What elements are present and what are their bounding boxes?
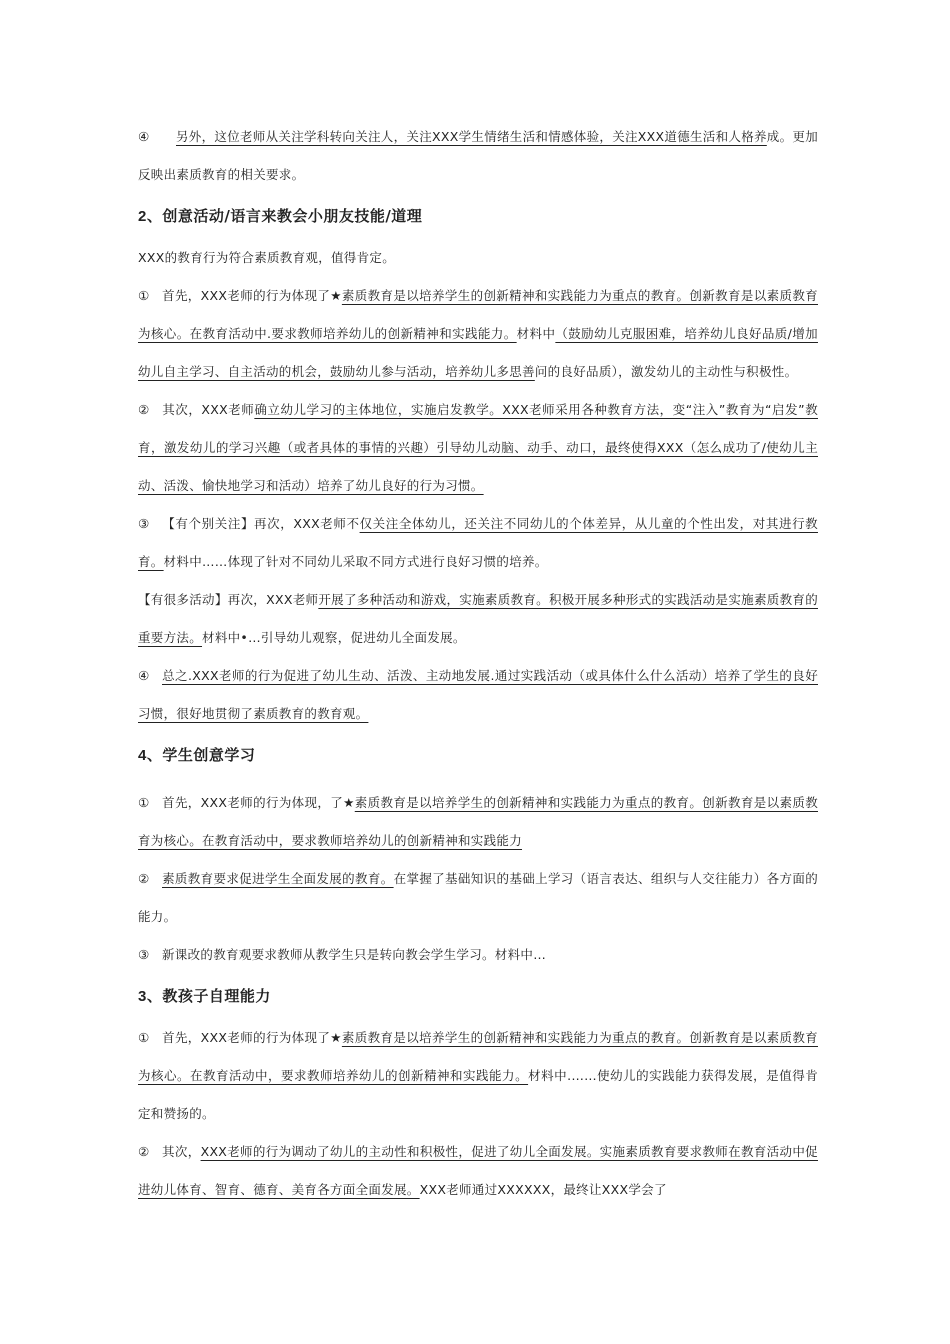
underlined-text: 素质教育是以培养学生的创新精神和实践能力为重点的教育。创新教育是以素质教育为核心。在教育活动中.要求教师培养幼儿的创新精神和实践能力。	[138, 288, 818, 341]
text: 首先，XXX老师的行为体现，了★	[162, 795, 355, 810]
section-2-item-1	[138, 277, 818, 391]
section-heading-4	[138, 733, 818, 778]
heading-number: 4	[138, 747, 147, 764]
text: 首先，XXX老师的行为体现了★	[162, 288, 342, 303]
section-3-item-2	[138, 1133, 818, 1209]
heading-text: 、教孩子自理能力	[146, 987, 271, 1005]
text: 【有个别关注】再次，XXX老师不	[162, 516, 360, 531]
heading-number: 3	[138, 988, 147, 1005]
text: 材料中	[516, 326, 556, 341]
underlined-text: 仅关注全体幼儿，还关注不同幼儿的个体差异，从儿童的个性出发，对其进行教育。	[138, 516, 818, 569]
underlined-text: （鼓励幼儿克服困难，培养幼儿良好品质/增加幼儿自主学习、自主活动的机会，鼓励幼儿参与活动，培养幼儿多思善	[138, 326, 818, 379]
item-number: ④	[138, 668, 150, 683]
underlined-text: 素质教育是以培养学生的创新精神和实践能力为重点的教育。创新教育是以素质教育为核心。在教育活动中，要求教师培养幼儿的创新精神和实践能力	[138, 795, 818, 848]
text: 首先，XXX老师的行为体现了★	[162, 1030, 342, 1045]
underlined-text: 素质教育要求促进学生全面发展的教育。	[162, 871, 394, 886]
item-number: ②	[138, 871, 150, 886]
text: 问的良好品质），激发幼儿的主动性与积极性。	[534, 364, 798, 379]
item-number: ①	[138, 795, 150, 810]
underlined-text: 总之.XXX老师的行为促进了幼儿生动、活泼、主动地发展.通过实践活动（或具体什么什么活动）培养了学生的良好习惯，很好地贯彻了素质教育的教育观。	[138, 668, 818, 721]
item-number: ②	[138, 402, 150, 417]
heading-text: 、创意活动/语言来教会小朋友技能/道理	[146, 207, 423, 225]
text: 材料中……体现了针对不同幼儿采取不同方式进行良好习惯的培养。	[163, 554, 548, 569]
section-4-item-1	[138, 784, 818, 860]
item-number: ③	[138, 516, 150, 531]
text: 材料中.……使幼儿的实践能力获得发展，是值得肯定和赞扬的。	[138, 1068, 818, 1121]
section-4-item-2	[138, 860, 818, 936]
text: 【有很多活动】再次，XXX老师	[138, 592, 319, 607]
section-2-intro: XXX的教育行为符合素质教育观，值得肯定。	[138, 250, 395, 265]
item-number: ④	[138, 129, 150, 144]
text: 其次，	[162, 1144, 201, 1159]
section-2-item-3	[138, 505, 818, 581]
section-heading-3	[138, 974, 818, 1019]
section-4-item-3	[138, 936, 818, 974]
underlined-text: 确立幼儿学习的主体地位，实施启发教学。XXX老师采用各种教育方法，变“注入”教育为“启发”教育，激发幼儿的学习兴趣（或者具体的事情的兴趣）引导幼儿动脑、动手、动口，最终使得XXX（怎么成功了/使幼儿主动、活泼、愉快地学习和活动）培养了幼儿良好的行为习惯。	[138, 402, 818, 493]
document-body	[138, 118, 818, 1209]
section-3-item-1	[138, 1019, 818, 1133]
section-heading-2	[138, 194, 818, 239]
text: 新课改的教育观要求教师从教学生只是转向教会学生学习。材料中…	[162, 947, 547, 962]
item-number: ①	[138, 288, 150, 303]
text: 成。更加反映出素质教育的相关要求。	[138, 129, 818, 182]
item-number: ①	[138, 1030, 150, 1045]
section-2-item-5	[138, 657, 818, 733]
underlined-text: XXX老师的行为调动了幼儿的主动性和积极性，促进了幼儿全面发展。实施素质教育要求教师在教育活动中促进幼儿体育、智育、德育、美育各方面全面发展。	[138, 1144, 818, 1197]
section-2-item-4	[138, 581, 818, 657]
underlined-text: 另外，这位老师从关注学科转向关注人，关注XXX学生情绪生活和情感体验，关注XXX道德生活和人格养	[176, 129, 767, 144]
item-number: ③	[138, 947, 150, 962]
heading-text: 、学生创意学习	[146, 746, 256, 764]
heading-number: 2	[138, 208, 147, 225]
section-2-item-2	[138, 391, 818, 505]
text: 其次，XXX老师	[162, 402, 255, 417]
text: XXX老师通过XXXXXX，最终让XXX学会了	[419, 1182, 667, 1197]
text: 材料中•…引导幼儿观察，促进幼儿全面发展。	[202, 630, 466, 645]
underlined-text: 开展了多种活动和游戏，实施素质教育。积极开展多种形式的实践活动是实施素质教育的重要方法。	[138, 592, 818, 645]
underlined-text: 素质教育是以培养学生的创新精神和实践能力为重点的教育。创新教育是以素质教育为核心。在教育活动中，要求教师培养幼儿的创新精神和实践能力。	[138, 1030, 818, 1083]
text: 在掌握了基础知识的基础上学习（语言表达、组织与人交往能力）各方面的能力。	[138, 871, 818, 924]
item-number: ②	[138, 1144, 150, 1159]
paragraph-intro	[138, 118, 818, 194]
